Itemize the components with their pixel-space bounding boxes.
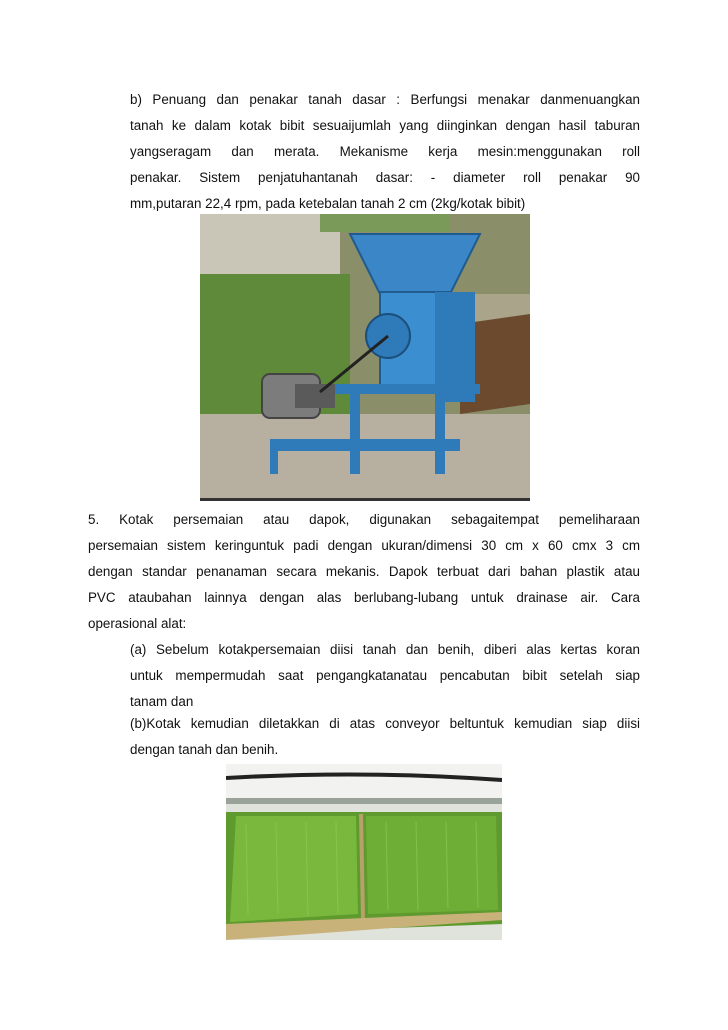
paragraph-soil-dispenser — [130, 87, 640, 217]
paragraph-step-b — [130, 711, 640, 763]
text-line: penakar. Sistem penjatuhantanah dasar: - diameter roll penakar 90 — [130, 170, 640, 185]
text-line: persemaian sistem keringuntuk padi dengan ukuran/dimensi 30 cm x 60 cmx 3 cm — [88, 538, 640, 553]
text-line: yangseragam dan merata. Mekanisme kerja mesin:menggunakan roll — [130, 144, 640, 159]
text-line: mm,putaran 22,4 rpm, pada ketebalan tanah 2 cm (2kg/kotak bibit) — [130, 196, 526, 211]
text-line: PVC ataubahan lainnya dengan alas berlubang-lubang untuk drainase air. Cara — [88, 590, 640, 605]
soil-dispenser-machine-photo — [200, 214, 530, 500]
text-line: (a) Sebelum kotakpersemaian diisi tanah dan benih, diberi alas kertas koran — [130, 642, 640, 657]
text-line: dengan standar penanaman secara mekanis. Dapok terbuat dari bahan plastik atau — [88, 564, 640, 579]
text-line: (b)Kotak kemudian diletakkan di atas conveyor beltuntuk kemudian siap diisi — [130, 716, 640, 731]
text-line: operasional alat: — [88, 616, 187, 631]
text-line: 5. Kotak persemaian atau dapok, digunakan sebagaitempat pemeliharaan — [88, 512, 640, 527]
text-line: tanam dan — [130, 694, 194, 709]
text-line: b) Penuang dan penakar tanah dasar : Berfungsi menakar danmenuangkan — [130, 92, 640, 107]
paragraph-step-a — [130, 637, 640, 715]
photo-bottom-border — [200, 498, 530, 501]
paragraph-seedbed-box — [88, 507, 640, 637]
text-line: dengan tanah dan benih. — [130, 742, 279, 757]
text-line: tanah ke dalam kotak bibit sesuaijumlah yang diinginkan dengan hasil taburan — [130, 118, 640, 133]
text-line: untuk mempermudah saat pengangkatanatau pencabutan bibit setelah siap — [130, 668, 640, 683]
seedbed-boxes-photo — [226, 764, 502, 940]
